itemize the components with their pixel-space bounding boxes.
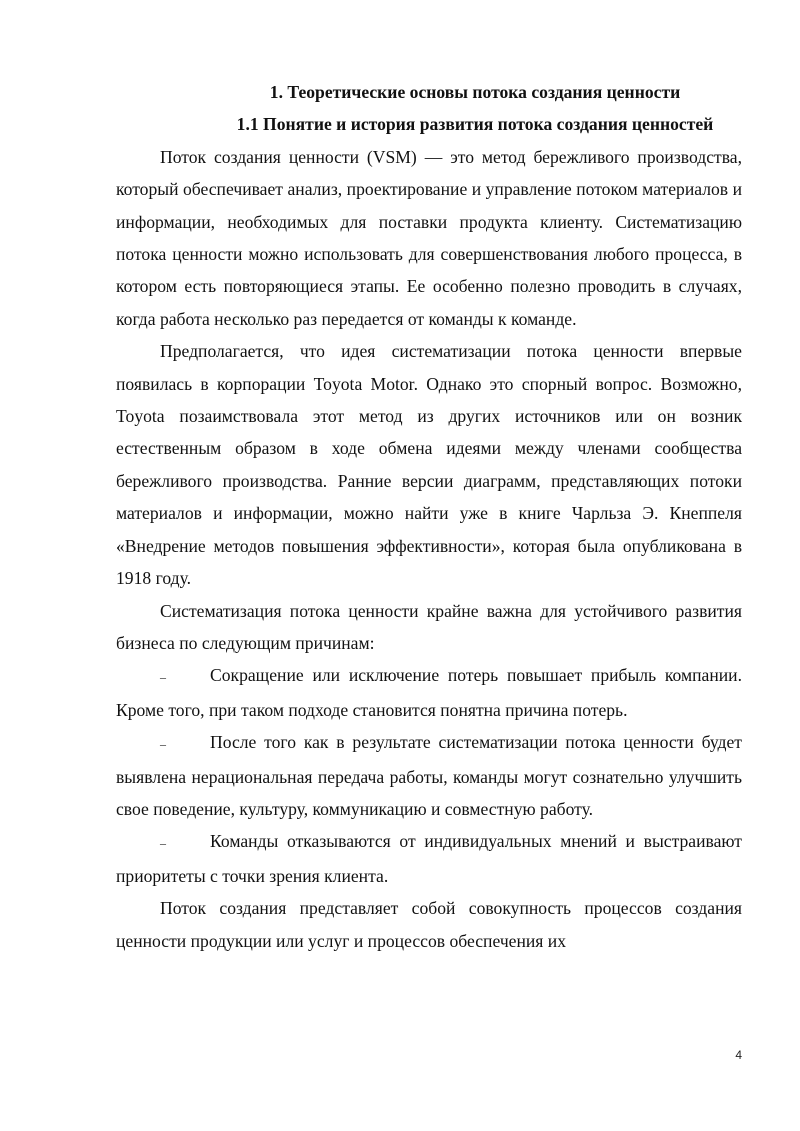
list-dash: – <box>160 737 166 752</box>
list-item-text: Сокращение или исключение потерь повышает прибыль компании. Кроме того, при таком подходе становится понятна причина потерь. <box>116 665 742 720</box>
paragraph-vsm-importance: Систематизация потока ценности крайне важна для устойчивого развития бизнеса по следующим причинам: <box>116 600 742 653</box>
section-heading: 1.1 Понятие и история развития потока создания ценностей <box>236 114 714 135</box>
paragraph-value-stream: Поток создания представляет собой совокупность процессов создания ценности продукции или услуг и процессов обеспечения их <box>116 898 742 951</box>
list-item <box>116 825 742 892</box>
paragraph-vsm-history: Предполагается, что идея систематизации потока ценности впервые появилась в корпорации Toyota Motor. Однако это спорный вопрос. Возможно, Toyota позаимствовала этот метод из других источников или он возник естественным образом в ходе обмена идеями между членами сообщества бережливого производства. Ранние версии диаграмм, представляющих потоки материалов и информации, можно найти уже в книге Чарльза Э. Кнеппеля «Внедрение методов повышения эффективности», которая была опубликована в 1918 году. <box>116 341 742 589</box>
page-content <box>116 76 742 957</box>
list-item <box>116 659 742 726</box>
page-number: 4 <box>735 1048 742 1062</box>
paragraph-vsm-definition: Поток создания ценности (VSM) — это метод бережливого производства, который обеспечивает анализ, проектирование и управление потоком материалов и информации, необходимых для поставки продукта клиенту. Систематизацию потока ценности можно использовать для совершенствования любого процесса, в котором есть повторяющиеся этапы. Ее особенно полезно проводить в случаях, когда работа несколько раз передается от команды к команде. <box>116 146 742 329</box>
chapter-heading: 1. Теоретические основы потока создания ценности <box>269 82 681 102</box>
list-item-text: Команды отказываются от индивидуальных мнений и выстраивают приоритеты с точки зрения клиента. <box>116 831 742 886</box>
list-dash: – <box>160 670 166 685</box>
list-item-text: После того как в результате систематизации потока ценности будет выявлена нерациональная передача работы, команды могут сознательно улучшить свое поведение, культуру, коммуникацию и совместную работу. <box>116 732 742 819</box>
list-dash: – <box>160 836 166 851</box>
list-item <box>116 726 742 825</box>
